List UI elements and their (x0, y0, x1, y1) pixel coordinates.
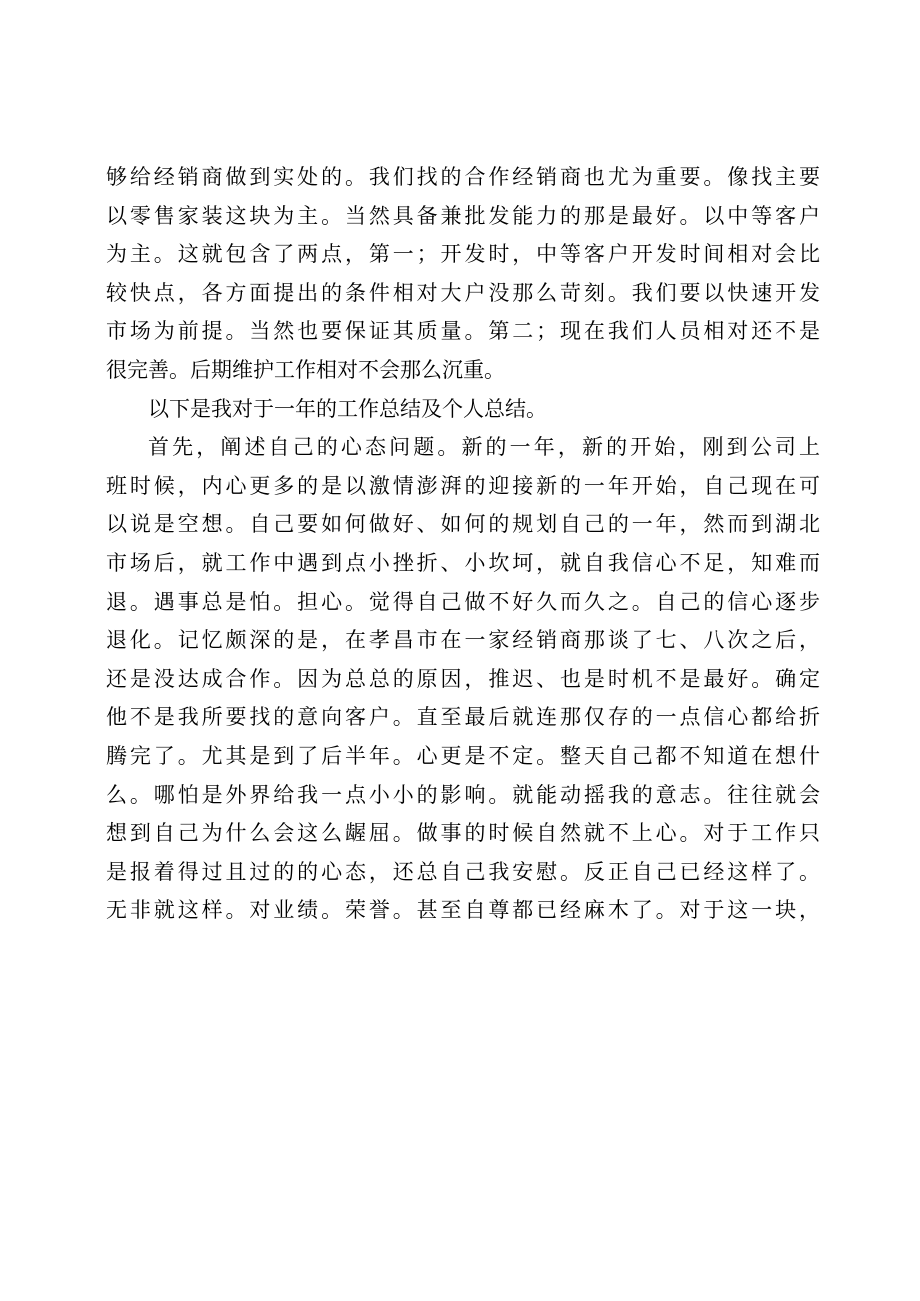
text-line: 以零售家装这块为主。当然具备兼批发能力的那是最好。以中等客户 (106, 203, 820, 228)
text-line: 够给经销商做到实处的。我们找的合作经销商也尤为重要。像找主要 (106, 165, 820, 189)
text-line: 腾完了。尤其是到了后半年。心更是不定。整天自己都不知道在想什 (106, 743, 820, 768)
text-line: 是报着得过且过的的心态，还总自己我安慰。反正自己已经这样了。 (106, 859, 820, 884)
document-body (106, 158, 820, 930)
paragraph (106, 428, 820, 930)
text-line: 首先，阐述自己的心态问题。新的一年，新的开始，刚到公司上 (148, 435, 820, 460)
text-line: 退。遇事总是怕。担心。觉得自己做不好久而久之。自己的信心逐步 (106, 589, 820, 614)
text-line: 还是没达成合作。因为总总的原因，推迟、也是时机不是最好。确定 (106, 666, 820, 691)
text-line: 班时候，内心更多的是以激情澎湃的迎接新的一年开始，自己现在可 (106, 473, 820, 498)
text-line: 想到自己为什么会这么龌屈。做事的时候自然就不上心。对于工作只 (106, 821, 820, 846)
text-line: 无非就这样。对业绩。荣誉。甚至自尊都已经麻木了。对于这一块， (106, 898, 820, 923)
paragraph (106, 158, 820, 390)
text-line: 退化。记忆颇深的是，在孝昌市在一家经销商那谈了七、八次之后， (106, 628, 820, 653)
paragraph (106, 390, 820, 429)
text-line: 他不是我所要找的意向客户。直至最后就连那仅存的一点信心都给折 (106, 705, 820, 730)
text-line: 为主。这就包含了两点，第一；开发时，中等客户开发时间相对会比 (106, 242, 820, 267)
text-line: 很完善。后期维护工作相对不会那么沉重。 (106, 357, 505, 382)
text-line: 较快点，各方面提出的条件相对大户没那么苛刻。我们要以快速开发 (106, 280, 820, 305)
text-line: 市场后，就工作中遇到点小挫折、小坎坷，就自我信心不足，知难而 (106, 550, 820, 575)
text-line: 么。哪怕是外界给我一点小小的影响。就能动摇我的意志。往往就会 (106, 782, 820, 807)
text-line: 市场为前提。当然也要保证其质量。第二；现在我们人员相对还不是 (106, 319, 820, 344)
text-line: 以下是我对于一年的工作总结及个人总结。 (148, 396, 547, 421)
text-line: 以说是空想。自己要如何做好、如何的规划自己的一年，然而到湖北 (106, 512, 820, 537)
